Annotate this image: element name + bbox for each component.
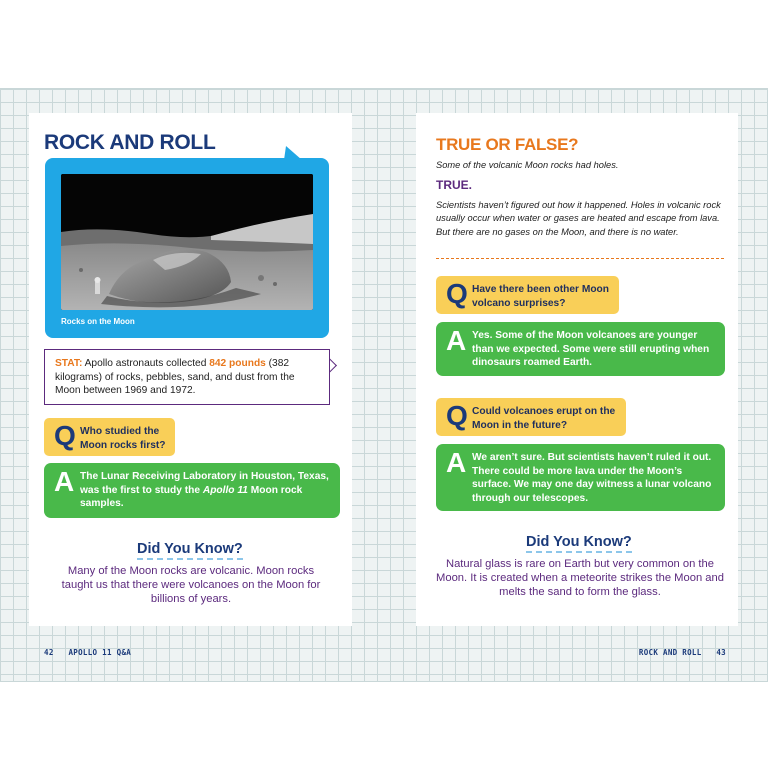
- answer-text-3: We aren’t sure. But scientists haven’t ruled it out. There could be more lava under the Moon’s surface. We may one day witness a lunar volcano through our telescopes.: [472, 452, 712, 504]
- question-line: Moon in the future?: [472, 419, 568, 431]
- answer-text-1: [80, 470, 332, 511]
- right-page-number: 43: [716, 648, 726, 657]
- book-spread: [0, 88, 768, 682]
- left-page: [29, 113, 352, 626]
- q-letter: Q: [446, 400, 468, 431]
- right-footer-label: ROCK AND ROLL: [638, 648, 702, 657]
- question-box-1: [44, 418, 175, 456]
- left-footer: [44, 648, 131, 657]
- did-you-know-title-right: Did You Know?: [526, 534, 632, 553]
- true-false-answer: TRUE.: [436, 178, 472, 192]
- answer-text-2: Yes. Some of the Moon volcanoes are younger than we expected. Some were still erupting when dinosaurs roamed Earth.: [472, 330, 710, 368]
- did-you-know-title-left: Did You Know?: [137, 541, 243, 560]
- question-line: volcano surprises?: [472, 297, 566, 309]
- photo-caption: Rocks on the Moon: [61, 317, 135, 326]
- right-page-title: TRUE OR FALSE?: [436, 135, 579, 154]
- a-letter: A: [446, 447, 467, 478]
- question-box-2: [436, 276, 619, 314]
- moon-rock-photo: [61, 174, 313, 310]
- a-letter: A: [54, 466, 75, 497]
- right-footer: [639, 648, 726, 657]
- question-text-3: [472, 405, 618, 432]
- stat-box: [44, 349, 330, 405]
- did-you-know-text-left: Many of the Moon rocks are volcanic. Moon rocks taught us that there were volcanoes on the Moon for billions of years.: [61, 565, 321, 605]
- stat-label: STAT:: [55, 358, 83, 369]
- answer-box-2: [436, 322, 725, 376]
- q-letter: Q: [446, 278, 468, 309]
- moon-landscape-image: [61, 174, 313, 310]
- question-text-1: [80, 425, 167, 452]
- stat-text-after: (382 kilograms) of rocks, pebbles, sand, and dust from the Moon between 1969 and 1972.: [55, 358, 295, 396]
- a-letter: A: [446, 325, 467, 356]
- true-false-explanation: Scientists haven’t figured out how it happened. Holes in volcanic rock usually occur when water or gases are heated and escape from lava. But there are no gases on the Moon, and there is no water.: [436, 200, 721, 237]
- q-letter: Q: [54, 420, 76, 451]
- right-page: [416, 113, 738, 626]
- stat-text-before: Apollo astronauts collected: [82, 358, 210, 369]
- left-page-title: ROCK AND ROLL: [44, 131, 216, 154]
- question-line: Moon rocks first?: [80, 439, 166, 451]
- photo-frame: [45, 158, 329, 338]
- question-line: Who studied the: [80, 426, 160, 437]
- answer-text-after: Moon rock samples.: [80, 484, 303, 509]
- answer-box-1: [44, 463, 340, 518]
- answer-box-3: [436, 444, 725, 511]
- question-line: Have there been other Moon: [472, 284, 609, 295]
- answer-text-before: The Lunar Receiving Laboratory in Houston, Texas, was the first to study the: [80, 471, 329, 496]
- question-box-3: [436, 398, 626, 436]
- left-page-number: 42: [44, 648, 54, 657]
- left-footer-label: APOLLO 11 Q&A: [68, 648, 132, 657]
- question-text-2: [472, 283, 611, 310]
- stat-highlight: 842 pounds: [209, 358, 266, 369]
- section-divider: [436, 258, 724, 259]
- did-you-know-text-right: Natural glass is rare on Earth but very common on the Moon. It is created when a meteorite strikes the Moon and melts the sand to form the glass.: [436, 558, 724, 598]
- true-false-question: Some of the volcanic Moon rocks had holes.: [436, 160, 619, 170]
- answer-italic: Apollo 11: [202, 484, 248, 496]
- question-line: Could volcanoes erupt on the: [472, 406, 616, 417]
